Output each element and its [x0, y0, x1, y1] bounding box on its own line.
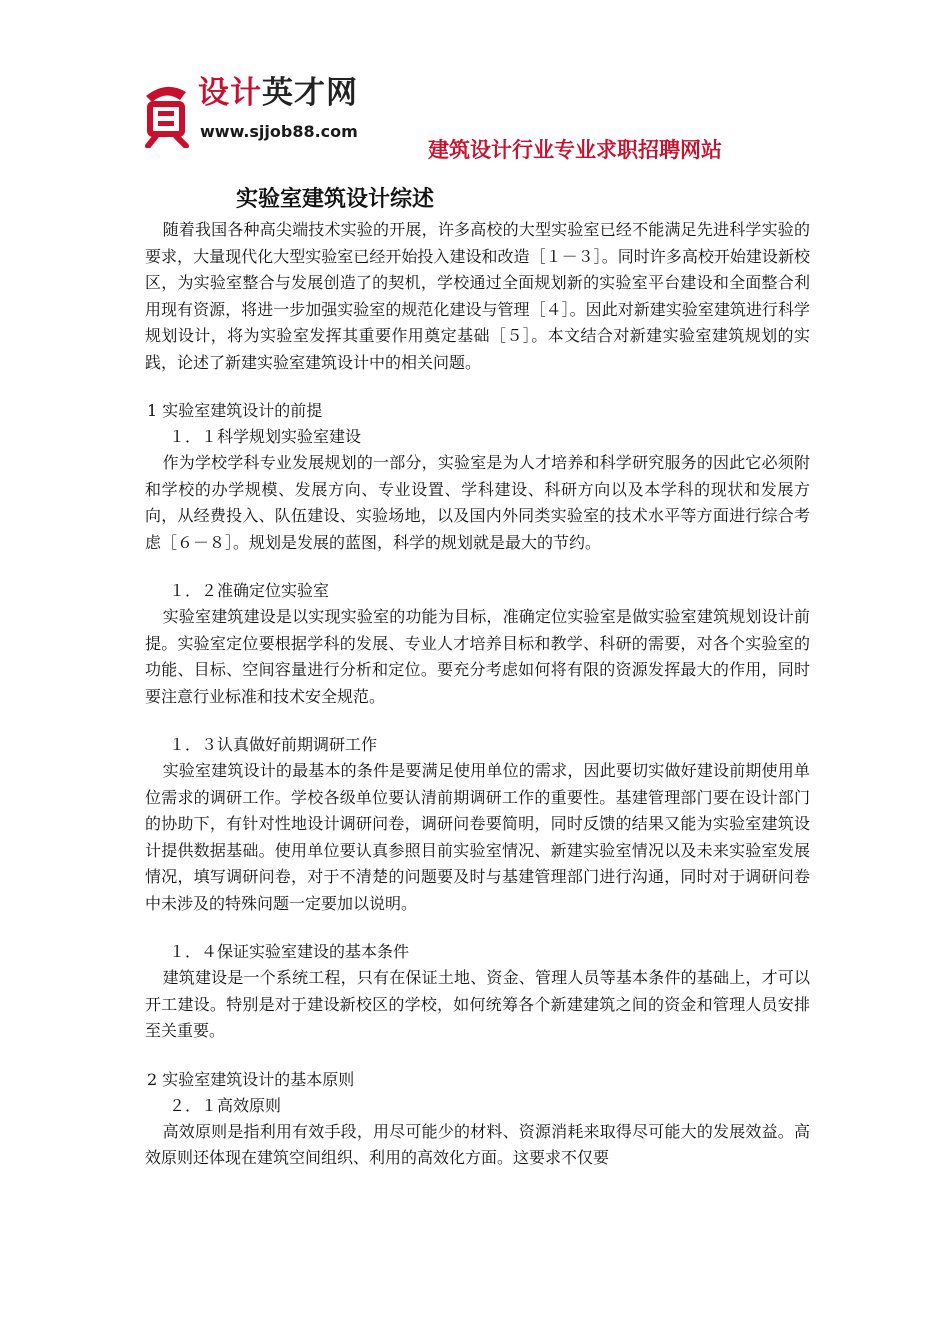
logo-url[interactable]: www.sjjob88.com [200, 122, 358, 141]
intro-paragraph: 随着我国各种高尖端技术实验的开展，许多高校的大型实验室已经不能满足先进科学实验的要求，大量现代化大型实验室已经开始投入建设和改造［１－３］。同时许多高校开始建设新校区，为实验室整合与发展创造了的契机，学校通过全面规划新的实验室平台建设和全面整合利用现有资源，将进一步加强实验室的规范化建设与管理［４］。因此对新建实验室建筑进行科学规划设计，将为实验室发挥其重要作用奠定基础［５］。本文结合对新建实验室建筑规划的实践，论述了新建实验室建筑设计中的相关问题。 [145, 220, 810, 372]
document-body [145, 217, 810, 1172]
spacer [145, 917, 810, 939]
logo-name-part1: 设计 [198, 75, 262, 111]
section-1-1-text: 作为学校学科专业发展规划的一部分，实验室是为人才培养和科学研究服务的因此它必须附和学校的办学规模、发展方向、专业设置、学科建设、科研方向以及本学科的现状和发展方向，从经费投入、队伍建设、实验场地，以及国内外同类实验室的技术水平等方面进行综合考虑［６－８］。规划是发展的蓝图，科学的规划就是最大的节约。 [145, 453, 810, 552]
section-2-heading: 2 实验室建筑设计的基本原则 [147, 1069, 355, 1089]
spacer [145, 376, 810, 398]
logo-wordmark [198, 75, 358, 111]
site-tagline: 建筑设计行业专业求职招聘网站 [428, 138, 722, 162]
section-2-1-text: 高效原则是指利用有效手段，用尽可能少的材料、资源消耗来取得尽可能大的发展效益。高效原则还体现在建筑空间组织、利用的高效化方面。这要求不仅要 [145, 1121, 810, 1167]
section-1-2-heading: １．２准确定位实验室 [169, 581, 330, 600]
section-1-heading: 1 实验室建筑设计的前提 [147, 401, 323, 420]
section-1-1-heading: １．１科学规划实验室建设 [169, 427, 362, 446]
section-1-3-heading: １．３认真做好前期调研工作 [169, 735, 378, 754]
section-1-4-heading: １．４保证实验室建设的基本条件 [169, 942, 410, 961]
spacer [145, 710, 810, 732]
spacer [145, 1045, 810, 1067]
section-1-3-text: 实验室建筑设计的最基本的条件是要满足使用单位的需求，因此要切实做好建设前期使用单位需求的调研工作。学校各级单位要认清前期调研工作的重要性。基建管理部门要在设计部门的协助下，有针对性地设计调研问卷，调研问卷要简明，同时反馈的结果又能为实验室建筑设计提供数据基础。使用单位要认真参照目前实验室情况、新建实验室情况以及未来实验室发展情况，填写调研问卷，对于不清楚的问题要及时与基建管理部门进行沟通，同时对于调研问卷中未涉及的特殊问题一定要加以说明。 [145, 761, 810, 913]
spacer [145, 556, 810, 578]
logo-name-part2: 英才网 [262, 75, 358, 111]
logo-mark-icon [140, 78, 192, 148]
section-1-2-text: 实验室建筑建设是以实现实验室的功能为目标，准确定位实验室是做实验室建筑规划设计前提。实验室定位要根据学科的发展、专业人才培养目标和教学、科研的需要，对各个实验室的功能、目标、空间容量进行分析和定位。要充分考虑如何将有限的资源发挥最大的作用，同时要注意行业标准和技术安全规范。 [145, 607, 810, 706]
site-logo[interactable] [140, 72, 390, 154]
section-1-4-text: 建筑建设是一个系统工程，只有在保证土地、资金、管理人员等基本条件的基础上，才可以开工建设。特别是对于建设新校区的学校，如何统筹各个新建建筑之间的资金和管理人员安排至关重要。 [145, 968, 810, 1040]
section-2-1-heading: ２．１高效原则 [169, 1095, 282, 1115]
document-title: 实验室建筑设计综述 [236, 187, 435, 212]
